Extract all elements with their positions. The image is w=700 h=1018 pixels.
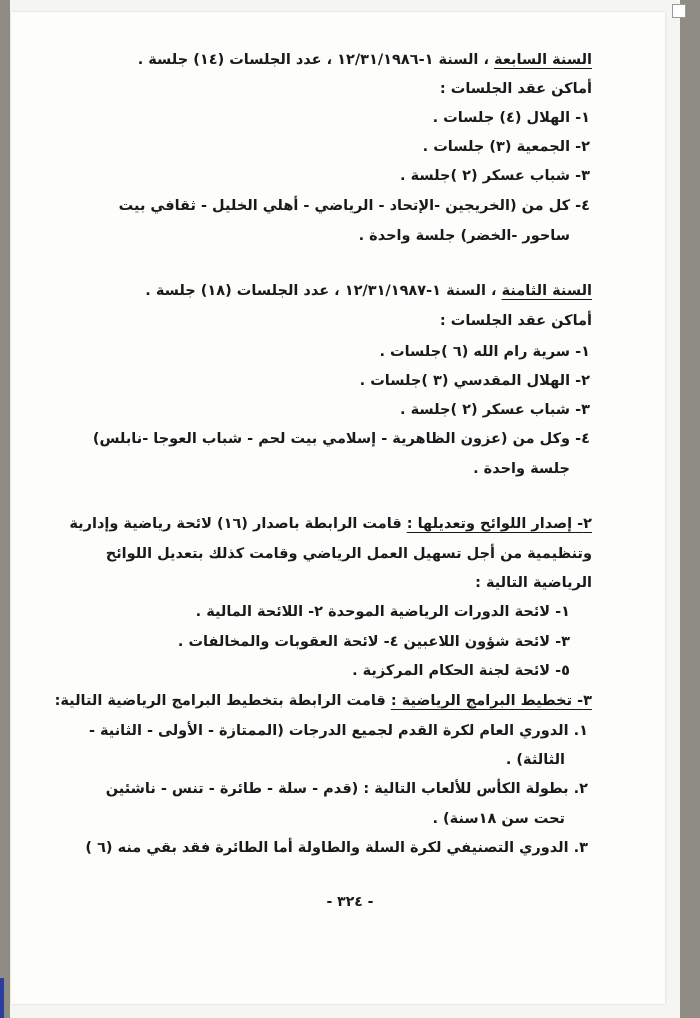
year8-item-4: ٤- وكل من (عزون الظاهرية - إسلامي بيت لحم - شباب العوجا -نابلس) [92,431,590,447]
year8-item-2: ٢- الهلال المقدسي (٣ )جلسات . [359,373,590,389]
year7-item-3: ٣- شباب عسكر (٢ )جلسة . [400,168,590,184]
programs-item-1: ١. الدوري العام لكرة القدم لجميع الدرجات (الممتازة - الأولى - الثانية - [88,723,588,739]
regulations-text: قامت الرابطة باصدار (١٦) لائحة رياضية وإدارية [69,516,402,532]
regulations-line-2: وتنظيمية من أجل تسهيل العمل الرياضي وقامت كذلك بتعديل اللوائح [105,546,592,562]
programs-text: قامت الرابطة بتخطيط البرامج الرياضية التالية: [54,693,386,709]
programs-item-2: ٢. بطولة الكأس للألعاب التالية : (قدم - سلة - طائرة - تنس - ناشئين [105,781,588,797]
regulations-heading-line [69,516,592,532]
year7-heading-line [138,52,592,68]
year8-summary: ، السنة ١-١٢/٣١/١٩٨٧ ، عدد الجلسات (١٨) جلسة . [145,283,497,299]
year7-item-4: ٤- كل من (الخريجين -الإتحاد - الرياضي - أهلي الخليل - ثقافي بيت [118,198,590,214]
programs-item-3: ٣. الدوري التصنيفي لكرة السلة والطاولة أما الطائرة فقد بقي منه (٦ ) [85,840,588,856]
page-number: - ٣٢٤ - [326,894,374,910]
year8-heading: السنة الثامنة [501,283,592,299]
regulations-line-3: الرياضية التالية : [475,575,592,591]
year8-venues-label: أماكن عقد الجلسات : [439,313,592,329]
year8-item-1: ١- سرية رام الله (٦ )جلسات . [379,344,590,360]
programs-heading-line [55,693,592,709]
programs-heading: ٣- تخطيط البرامج الرياضية : [390,693,592,709]
edge-strip [0,978,4,1018]
year7-item-2: ٢- الجمعية (٣) جلسات . [422,139,590,155]
regulations-item-3: ٥- لائحة لجنة الحكام المركزية . [352,663,570,679]
year8-heading-line [145,283,592,299]
programs-item-2-cont: تحت سن ١٨سنة) . [432,811,565,827]
regulations-item-2: ٣- لائحة شؤون اللاعبين ٤- لائحة العقوبات والمخالفات . [177,634,570,650]
year7-item-4-cont: ساحور -الخضر) جلسة واحدة . [358,228,570,244]
year7-item-1: ١- الهلال (٤) جلسات . [432,110,590,126]
programs-item-1-cont: الثالثة) . [505,752,565,768]
year7-venues-label: أماكن عقد الجلسات : [439,81,592,97]
regulations-item-1: ١- لائحة الدورات الرياضية الموحدة ٢- اللائحة المالية . [195,604,570,620]
year7-heading: السنة السابعة [494,52,592,68]
year7-summary: ، السنة ١-١٢/٣١/١٩٨٦ ، عدد الجلسات (١٤) جلسة . [137,52,489,68]
year8-item-3: ٣- شباب عسكر (٢ )جلسة . [400,402,590,418]
regulations-heading: ٢- إصدار اللوائح وتعديلها : [406,516,592,532]
corner-mark [672,4,686,18]
year8-item-4-cont: جلسة واحدة . [473,461,570,477]
